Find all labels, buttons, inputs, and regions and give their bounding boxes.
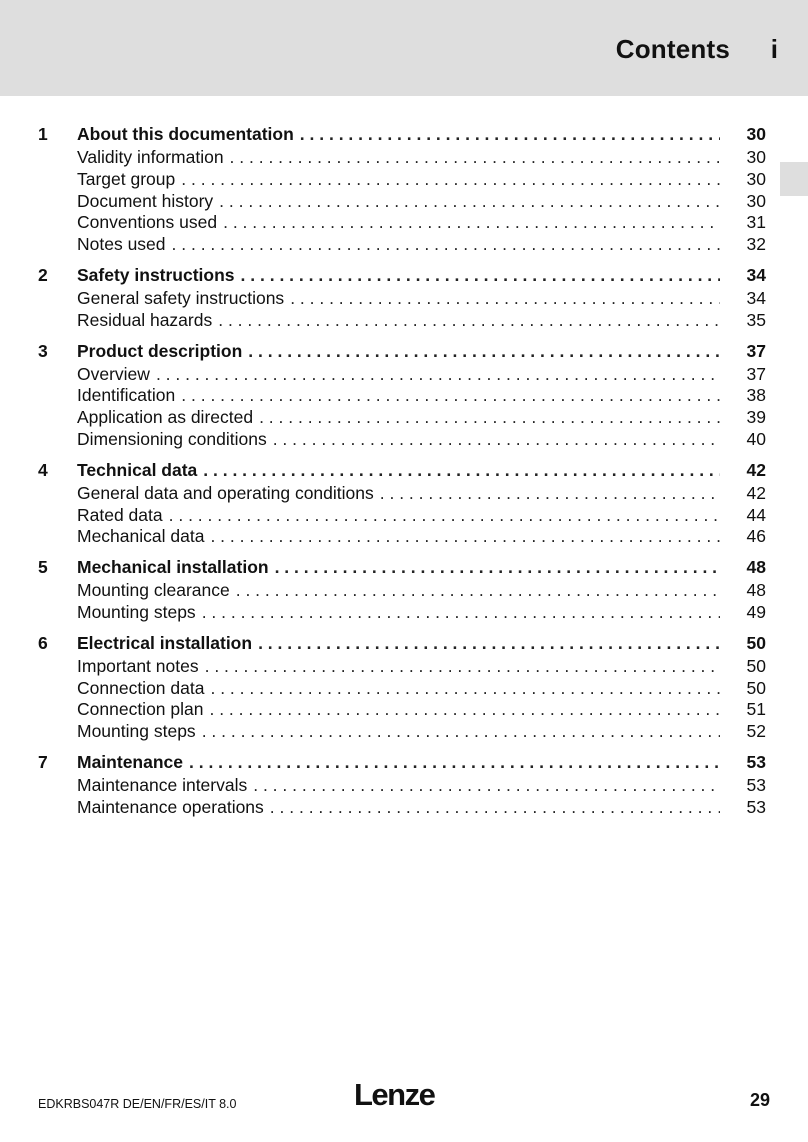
toc-entry [77, 339, 720, 363]
table-of-contents [0, 122, 808, 826]
toc-item-row[interactable] [0, 797, 808, 819]
item-page: 50 [746, 677, 766, 698]
toc-item-row[interactable] [0, 699, 808, 721]
lenze-logo: Lenze [354, 1077, 435, 1112]
dot-leader [219, 191, 720, 213]
toc-entry [77, 234, 720, 256]
toc-item-row[interactable] [0, 721, 808, 743]
toc-entry [77, 385, 720, 407]
toc-section [0, 263, 808, 332]
chapter-page: 30 [746, 124, 766, 144]
toc-chapter-row[interactable] [0, 555, 808, 579]
item-title: Validity information [77, 147, 224, 167]
dot-leader [202, 721, 720, 743]
dot-leader [189, 750, 720, 774]
dot-leader [230, 147, 720, 169]
page-title: Contents [615, 34, 730, 64]
dot-leader [273, 429, 720, 451]
toc-entry [77, 797, 720, 819]
page-number: 29 [749, 1090, 770, 1110]
item-page: 30 [746, 168, 766, 189]
toc-section [0, 631, 808, 743]
toc-item-row[interactable] [0, 407, 808, 429]
toc-entry [77, 310, 720, 332]
dot-leader [181, 169, 720, 191]
item-page: 32 [746, 234, 766, 255]
dot-leader [202, 602, 720, 624]
item-title: Maintenance operations [77, 796, 264, 817]
toc-entry [77, 750, 720, 774]
chapter-title: About this documentation [77, 124, 294, 144]
header-band [0, 0, 808, 96]
item-page: 53 [746, 774, 766, 795]
item-page: 53 [746, 796, 766, 817]
dot-leader [253, 775, 720, 797]
dot-leader [169, 505, 720, 527]
item-page: 31 [746, 212, 766, 233]
toc-item-row[interactable] [0, 147, 808, 169]
chapter-number: 7 [38, 751, 48, 772]
toc-item-row[interactable] [0, 580, 808, 602]
document-code: EDKRBS047R DE/EN/FR/ES/IT 8.0 [38, 1097, 237, 1111]
item-page: 42 [746, 482, 766, 503]
toc-entry [77, 580, 720, 602]
toc-item-row[interactable] [0, 775, 808, 797]
item-page: 49 [746, 601, 766, 622]
item-title: Overview [77, 363, 150, 384]
toc-item-row[interactable] [0, 429, 808, 451]
dot-leader [241, 263, 720, 287]
dot-leader [156, 364, 720, 386]
dot-leader [259, 407, 720, 429]
dot-leader [248, 339, 720, 363]
toc-entry [77, 602, 720, 624]
item-page: 51 [746, 699, 766, 720]
toc-section [0, 122, 808, 256]
chapter-number: 3 [38, 340, 48, 361]
chapter-number: 4 [38, 459, 48, 480]
item-title: Connection data [77, 677, 205, 698]
toc-entry [77, 483, 720, 505]
dot-leader [258, 631, 720, 655]
toc-chapter-row[interactable] [0, 339, 808, 363]
chapter-page: 50 [746, 632, 766, 653]
toc-item-row[interactable] [0, 310, 808, 332]
toc-entry [77, 429, 720, 451]
item-title: Important notes [77, 655, 199, 676]
dot-leader [210, 678, 720, 700]
chapter-title: Mechanical installation [77, 557, 269, 578]
dot-leader [290, 288, 720, 310]
dot-leader [209, 699, 720, 721]
item-page: 46 [746, 526, 766, 547]
toc-entry [77, 364, 720, 386]
item-title: General safety instructions [77, 287, 285, 308]
item-title: Mechanical data [77, 526, 205, 547]
item-title: Rated data [77, 504, 163, 525]
toc-item-row[interactable] [0, 288, 808, 310]
item-title: Document history [77, 190, 214, 211]
toc-item-row[interactable] [0, 678, 808, 700]
chapter-number: 1 [38, 124, 48, 144]
toc-item-row[interactable] [0, 364, 808, 386]
item-page: 30 [746, 190, 766, 211]
toc-section [0, 750, 808, 819]
chapter-page: 42 [746, 459, 766, 480]
chapter-title: Product description [77, 340, 243, 361]
item-page: 30 [746, 147, 766, 167]
item-page: 44 [746, 504, 766, 525]
toc-entry [77, 699, 720, 721]
dot-leader [300, 122, 720, 146]
dot-leader [236, 580, 720, 602]
dot-leader [380, 483, 720, 505]
chapter-title: Electrical installation [77, 632, 253, 653]
toc-item-row[interactable] [0, 526, 808, 548]
dot-leader [205, 656, 720, 678]
item-title: General data and operating conditions [77, 482, 374, 503]
toc-item-row[interactable] [0, 656, 808, 678]
toc-chapter-row[interactable] [0, 631, 808, 655]
toc-entry [77, 678, 720, 700]
toc-entry [77, 288, 720, 310]
toc-entry [77, 505, 720, 527]
toc-chapter-row[interactable] [0, 750, 808, 774]
item-page: 34 [746, 287, 766, 308]
item-title: Notes used [77, 234, 166, 255]
item-page: 40 [746, 428, 766, 449]
toc-entry [77, 263, 720, 287]
item-title: Conventions used [77, 212, 218, 233]
item-title: Mounting steps [77, 601, 196, 622]
toc-entry [77, 212, 720, 234]
chapter-page: 48 [746, 557, 766, 578]
toc-item-row[interactable] [0, 483, 808, 505]
toc-item-row[interactable] [0, 234, 808, 256]
item-title: Identification [77, 385, 176, 406]
toc-section [0, 458, 808, 548]
dot-leader [181, 385, 720, 407]
item-page: 35 [746, 309, 766, 330]
dot-leader [203, 458, 720, 482]
toc-entry [77, 656, 720, 678]
toc-entry [77, 555, 720, 579]
item-page: 50 [746, 655, 766, 676]
dot-leader [218, 310, 720, 332]
toc-item-row[interactable] [0, 385, 808, 407]
chapter-title: Safety instructions [77, 264, 235, 285]
chapter-number: 6 [38, 632, 48, 653]
item-page: 39 [746, 407, 766, 428]
toc-section [0, 339, 808, 451]
toc-entry [77, 147, 720, 169]
chapter-page: 53 [746, 751, 766, 772]
toc-item-row[interactable] [0, 602, 808, 624]
chapter-title: Technical data [77, 459, 198, 480]
item-title: Mounting steps [77, 721, 196, 742]
chapter-number: 2 [38, 264, 48, 285]
chapter-number: 5 [38, 557, 48, 578]
chapter-page: 34 [746, 264, 766, 285]
toc-entry [77, 191, 720, 213]
dot-leader [270, 797, 720, 819]
toc-chapter-row[interactable] [0, 263, 808, 287]
toc-item-row[interactable] [0, 169, 808, 191]
toc-entry [77, 721, 720, 743]
item-title: Target group [77, 168, 176, 189]
dot-leader [223, 212, 720, 234]
item-page: 48 [746, 580, 766, 601]
toc-item-row[interactable] [0, 505, 808, 527]
toc-section [0, 555, 808, 624]
toc-entry [77, 407, 720, 429]
toc-entry [77, 526, 720, 548]
item-page: 37 [746, 363, 766, 384]
toc-entry [77, 775, 720, 797]
dot-leader [275, 555, 720, 579]
item-title: Application as directed [77, 407, 254, 428]
toc-entry [77, 169, 720, 191]
toc-entry [77, 122, 720, 146]
item-title: Residual hazards [77, 309, 213, 330]
toc-entry [77, 458, 720, 482]
item-page: 52 [746, 721, 766, 742]
toc-chapter-row[interactable] [0, 458, 808, 482]
chapter-page: 37 [746, 340, 766, 361]
toc-item-row[interactable] [0, 212, 808, 234]
item-title: Maintenance intervals [77, 774, 248, 795]
dot-leader [210, 526, 720, 548]
item-title: Dimensioning conditions [77, 428, 267, 449]
item-title: Connection plan [77, 699, 204, 720]
dot-leader [172, 234, 720, 256]
item-page: 38 [746, 385, 766, 406]
info-icon: i [770, 34, 778, 64]
item-title: Mounting clearance [77, 580, 230, 601]
chapter-title: Maintenance [77, 751, 183, 772]
toc-item-row[interactable] [0, 191, 808, 213]
toc-chapter-row[interactable] [0, 122, 808, 146]
toc-entry [77, 631, 720, 655]
